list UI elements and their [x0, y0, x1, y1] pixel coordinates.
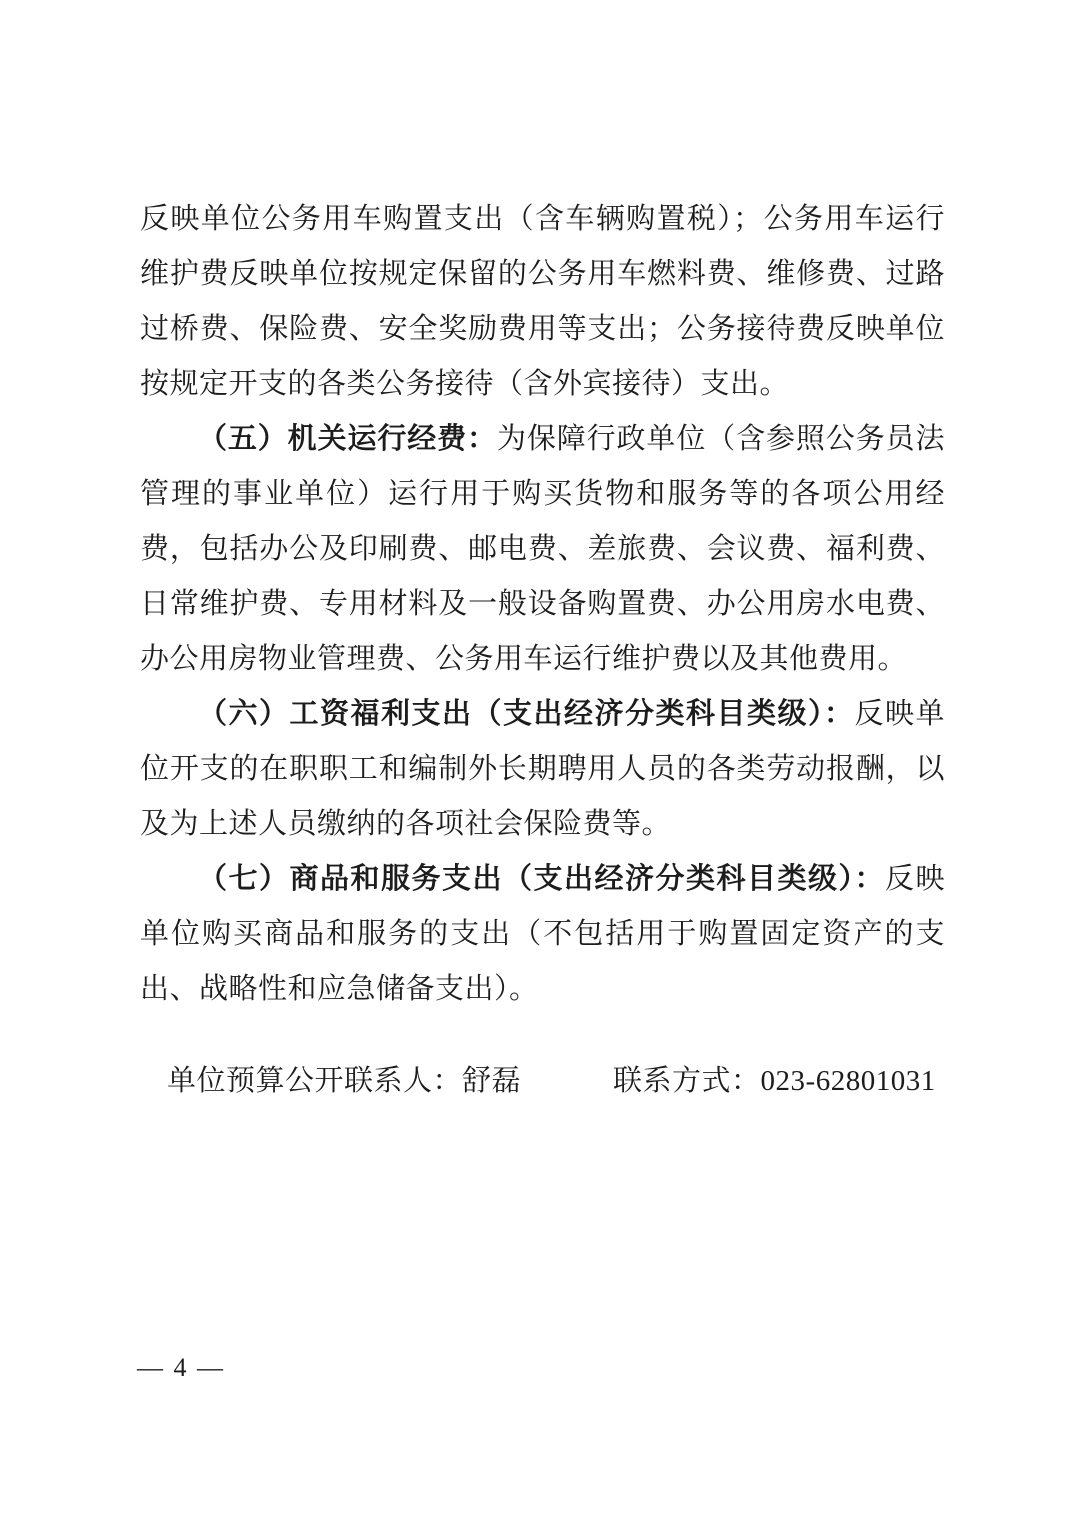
document-body — [140, 192, 945, 1109]
contact-person-name: 舒磊 — [462, 1065, 522, 1097]
paragraph-text: 反映单位购买商品和服务的支出（不包括用于购置固定资产的支出、战略性和应急储备支出）。 — [140, 863, 945, 1005]
paragraph-6-salary-welfare-expense — [140, 687, 945, 852]
paragraph-official-vehicle-expense — [140, 192, 945, 412]
section-heading-5: （五）机关运行经费： — [198, 423, 497, 455]
paragraph-text: 为保障行政单位（含参照公务员法管理的事业单位）运行用于购买货物和服务等的各项公用经费，包括办公及印刷费、邮电费、差旅费、会议费、福利费、日常维护费、专用材料及一般设备购置费、办公用房水电费、办公用房物业管理费、公务用车运行维护费以及其他费用。 — [140, 423, 945, 675]
paragraph-text: 反映单位公务用车购置支出（含车辆购置税）；公务用车运行维护费反映单位按规定保留的公务用车燃料费、维修费、过路过桥费、保险费、安全奖励费用等支出；公务接待费反映单位按规定开支的各类公务接待（含外宾接待）支出。 — [140, 203, 945, 400]
section-heading-6: （六）工资福利支出（支出经济分类科目类级）： — [198, 698, 855, 730]
contact-person-label: 单位预算公开联系人： — [167, 1065, 463, 1097]
paragraph-7-goods-services-expense — [140, 852, 945, 1017]
paragraph-5-agency-operating-expense — [140, 412, 945, 687]
paragraph-text: 反映单位开支的在职职工和编制外长期聘用人员的各类劳动报酬，以及为上述人员缴纳的各项社会保险费等。 — [140, 698, 945, 840]
contact-method-label: 联系方式： — [613, 1065, 761, 1097]
contact-info-line — [140, 1054, 945, 1109]
contact-phone-number: 023-62801031 — [760, 1065, 936, 1097]
page-number: — 4 — — [137, 1353, 225, 1382]
section-heading-7: （七）商品和服务支出（支出经济分类科目类级）： — [198, 863, 885, 895]
